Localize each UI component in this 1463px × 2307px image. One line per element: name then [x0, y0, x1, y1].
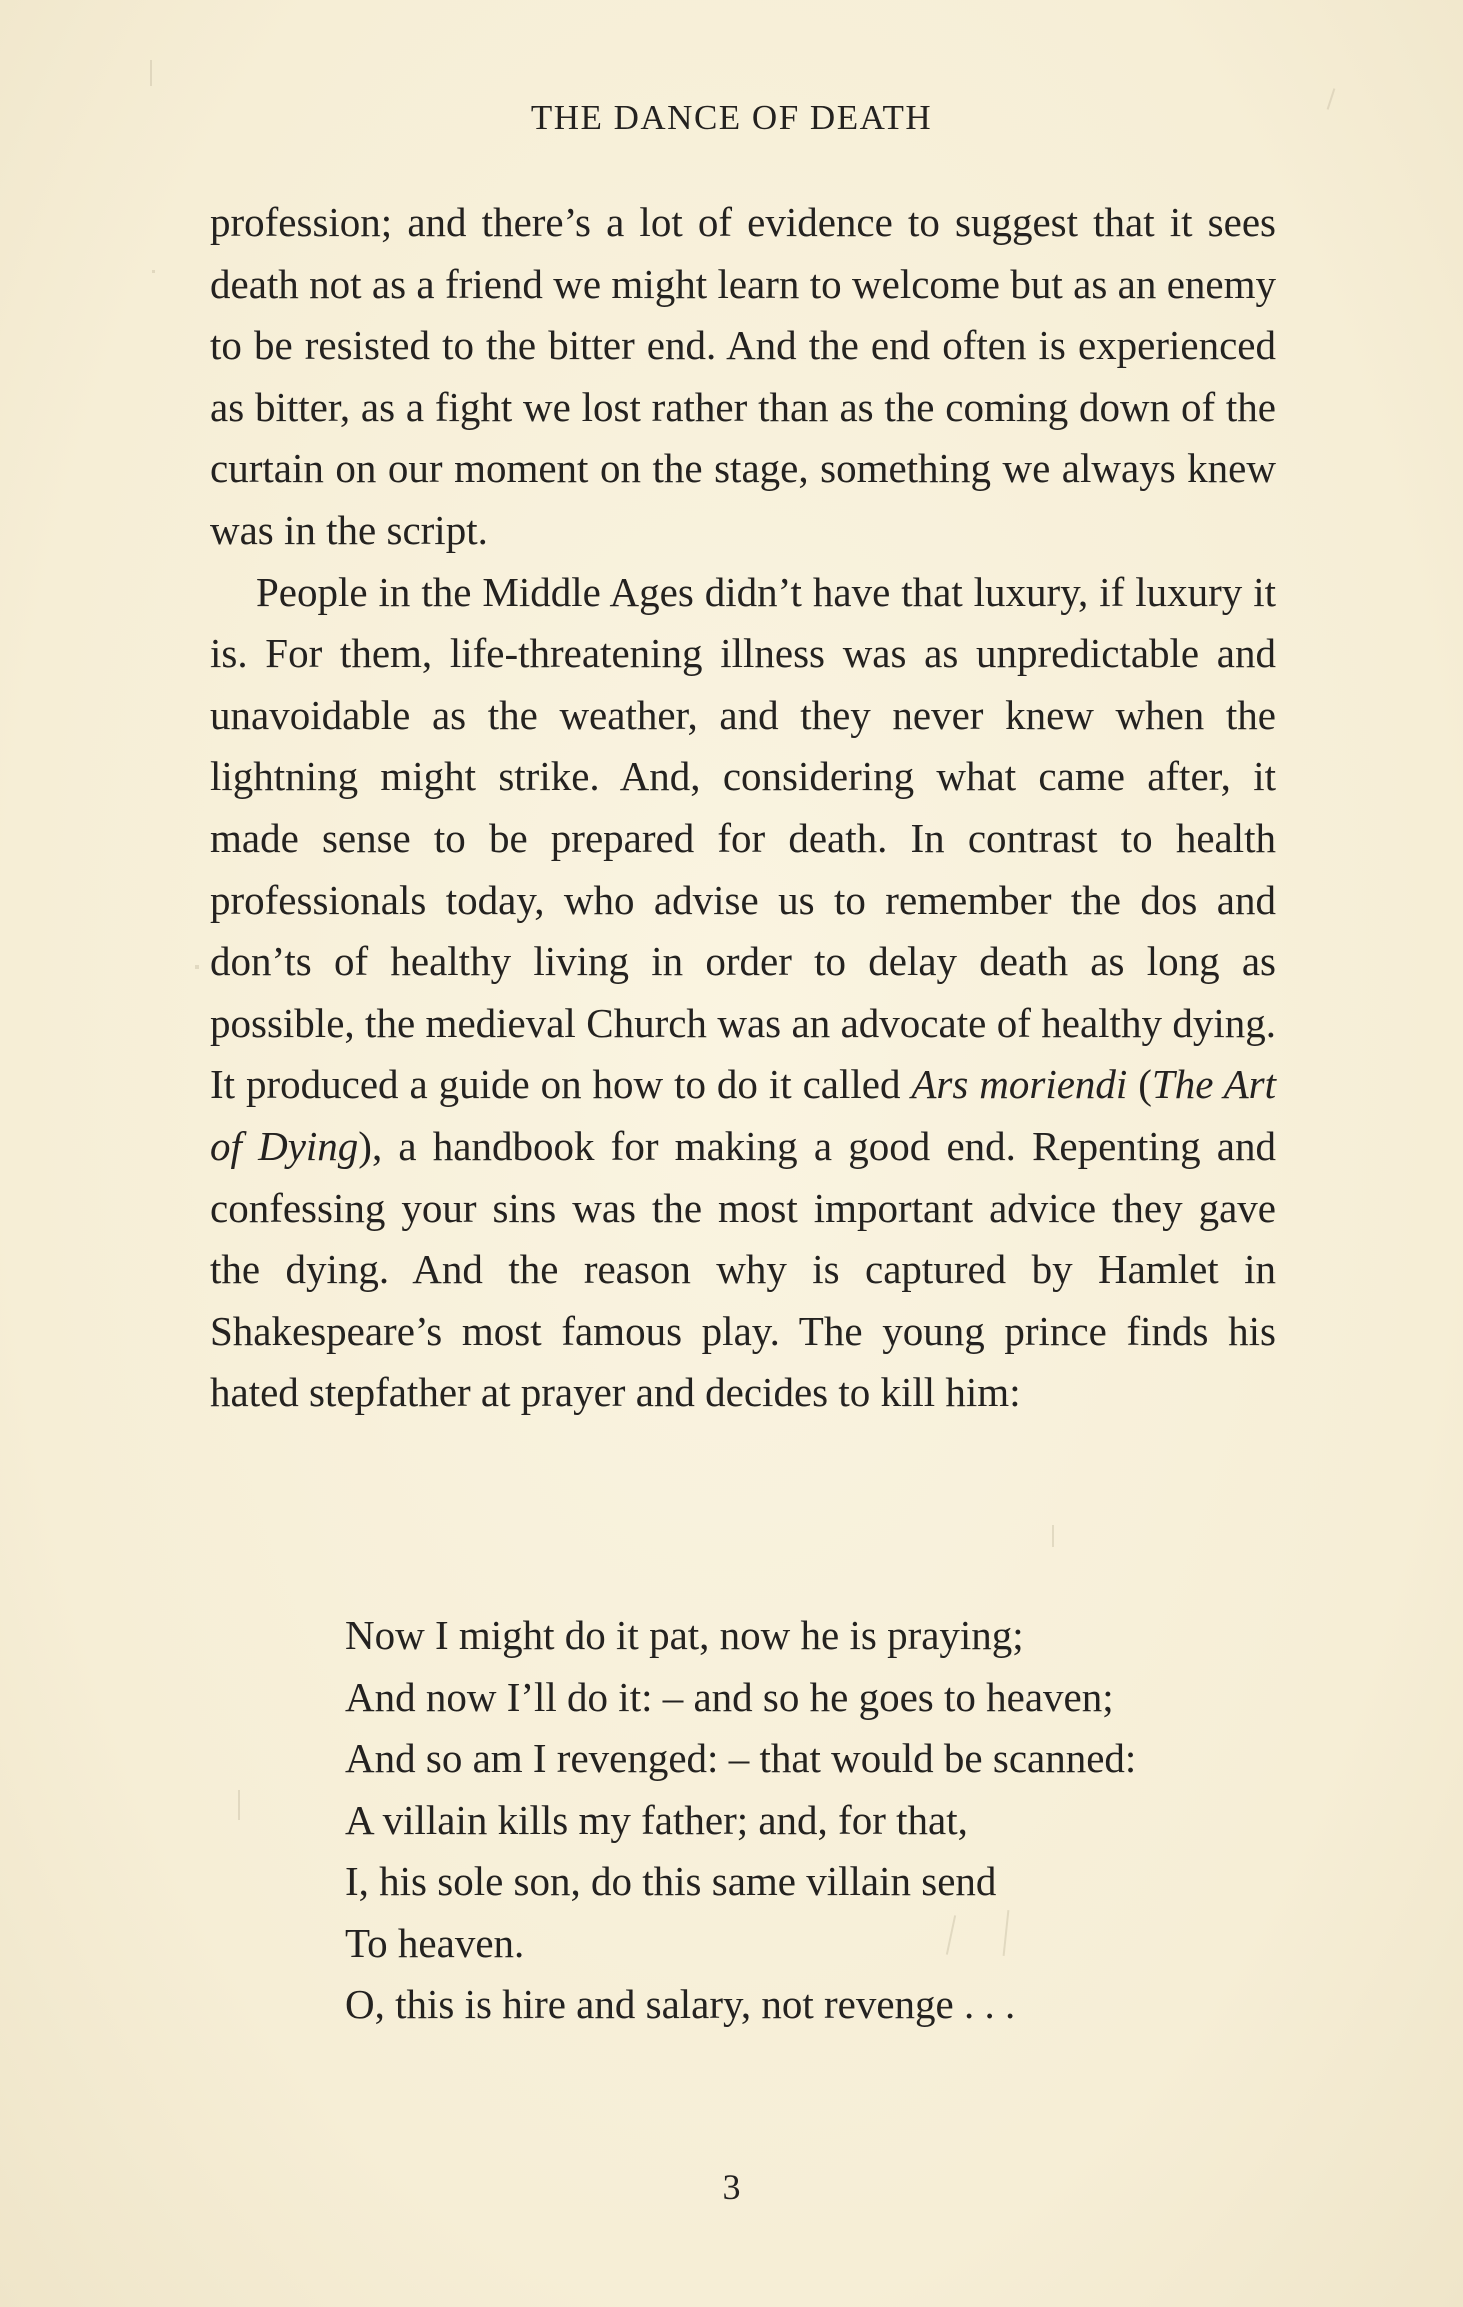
verse-line: And so am I revenged: – that would be scanned: [345, 1735, 1137, 1781]
book-title-italic: Ars moriendi [911, 1061, 1128, 1108]
verse-line: I, his sole son, do this same villain send [345, 1858, 997, 1904]
paper-speck [195, 965, 199, 969]
paper-speck [1052, 1525, 1054, 1547]
paragraph-1: profession; and there’s a lot of evidence to suggest that it sees death not as a friend we might learn to welcome but as an enemy to be resisted to the bitter end. And the end often is experienced as bitter, as a fight we lost rather than as the coming down of the curtain on our moment on the stage, something we always knew was in the script. [210, 199, 1276, 553]
paragraph-2 [210, 562, 1276, 1424]
paragraph-2-text-b: ), a handbook for making a good end. Repenting and confessing your sins was the most important advice they gave the dying. And the reason why is captured by Hamlet in Shakespeare’s most famous play. The young prince finds his hated stepfather at prayer and decides to kill him: [210, 1122, 1277, 1416]
verse-line: To heaven. [345, 1919, 525, 1966]
paper-speck [150, 60, 152, 86]
paper-speck [152, 270, 155, 273]
verse-line: Now I might do it pat, now he is praying; [345, 1612, 1024, 1658]
page-number: 3 [722, 2167, 741, 2207]
verse-line: O, this is hire and salary, not revenge . . . [345, 1981, 1016, 2027]
body-text [210, 192, 1276, 1424]
paragraph-2-text-a: People in the Middle Ages didn’t have that luxury, if luxury it is. For them, life-threatening illness was as unpredictable and unavoidable as the weather, and they never knew when the lightning might strike. And, considering what came after, it made sense to be prepared for death. In contrast to health professionals today, who advise us to remember the dos and don’ts of healthy living in order to delay death as long as possible, the medieval Church was an advocate of healthy dying. It produced a guide on how to do it called [210, 568, 1276, 1108]
hamlet-quotation [345, 1605, 1275, 2036]
running-head: THE DANCE OF DEATH [530, 98, 933, 137]
paragraph-2-paren-open: ( [1127, 1061, 1152, 1108]
book-title-translation-italic: The Art of Dying [210, 1061, 1277, 1169]
verse-line: And now I’ll do it: – and so he goes to heaven; [345, 1673, 1114, 1720]
paper-speck [238, 1790, 240, 1820]
verse-line: A villain kills my father; and, for that, [345, 1796, 968, 1843]
